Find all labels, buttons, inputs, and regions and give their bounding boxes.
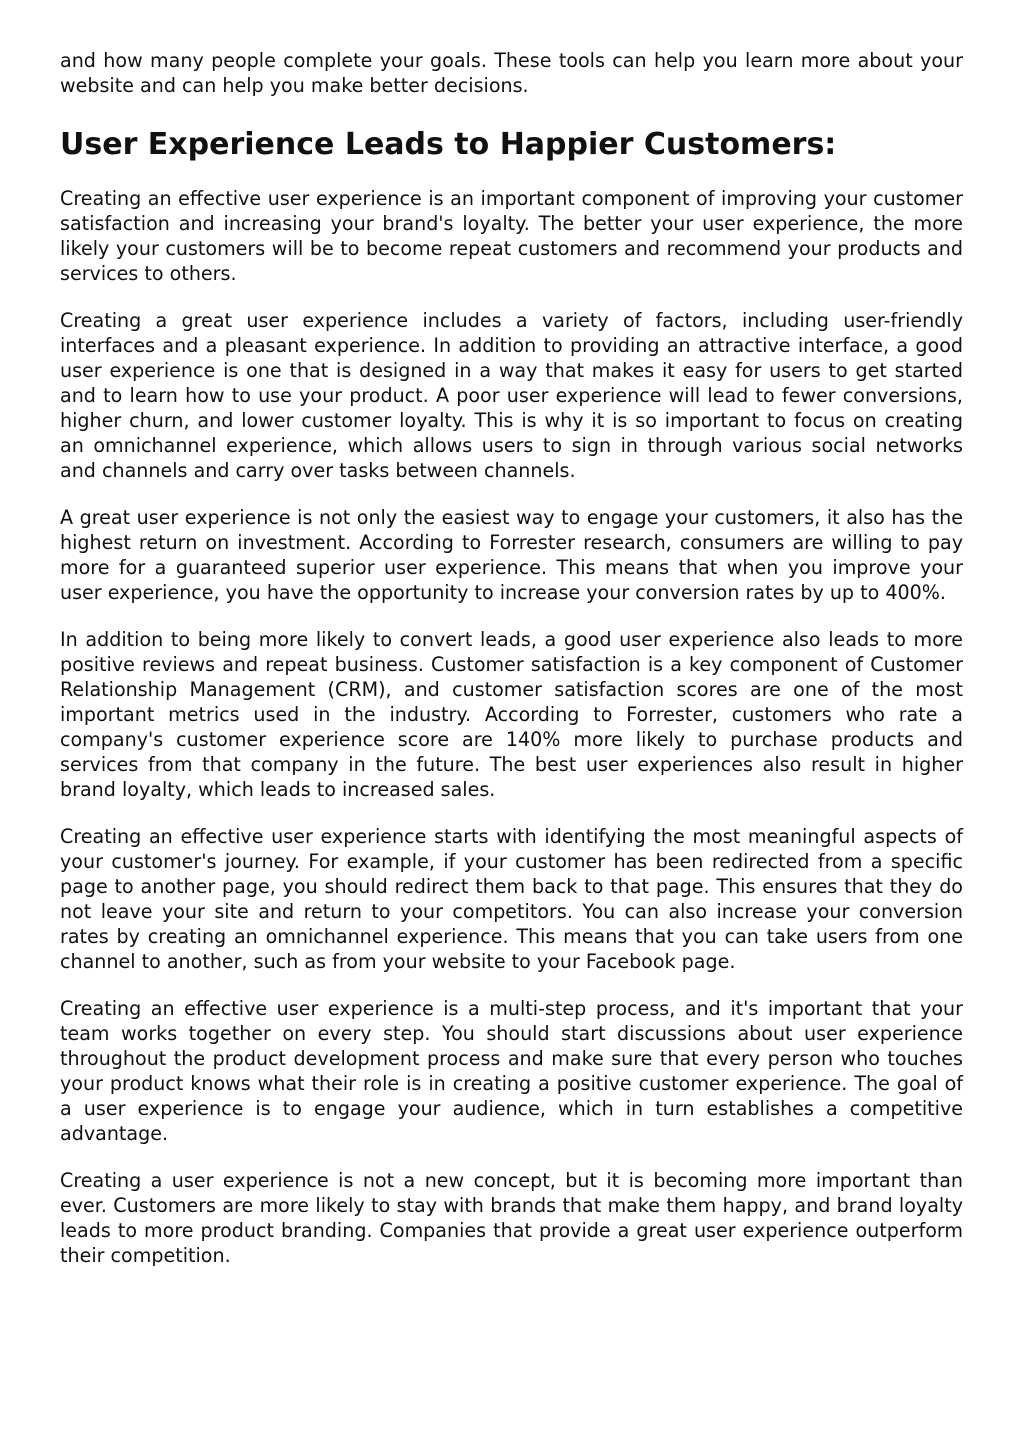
document-page <box>60 48 963 1268</box>
paragraph-1: Creating an effective user experience is an important component of improving your customer satisfaction and increasing your brand's loyalty. The better your user experience, the more likely your customers will be to become repeat customers and recommend your products and services to others. <box>60 187 963 285</box>
paragraph-4: In addition to being more likely to convert leads, a good user experience also leads to more positive reviews and repeat business. Customer satisfaction is a key component of Customer Relationship Management (CRM), and customer satisfaction scores are one of the most important metrics used in the industry. According to Forrester, customers who rate a company's customer experience score are 140% more likely to purchase products and services from that company in the future. The best user experiences also result in higher brand loyalty, which leads to increased sales. <box>60 628 963 801</box>
paragraph-6: Creating an effective user experience is a multi-step process, and it's important that your team works together on every step. You should start discussions about user experience throughout the product development process and make sure that every person who touches your product knows what their role is in creating a positive customer experience. The goal of a user experience is to engage your audience, which in turn establishes a competitive advantage. <box>60 997 963 1145</box>
intro-paragraph: and how many people complete your goals. These tools can help you learn more about your website and can help you make better decisions. <box>60 49 963 97</box>
paragraph-2: Creating a great user experience includes a variety of factors, including user-friendly interfaces and a pleasant experience. In addition to providing an attractive interface, a good user experience is one that is designed in a way that makes it easy for users to get started and to learn how to use your product. A poor user experience will lead to fewer conversions, higher churn, and lower customer loyalty. This is why it is so important to focus on creating an omnichannel experience, which allows users to sign in through various social networks and channels and carry over tasks between channels. <box>60 309 963 482</box>
section-heading: User Experience Leads to Happier Customers: <box>60 127 837 162</box>
paragraph-7: Creating a user experience is not a new concept, but it is becoming more important than ever. Customers are more likely to stay with brands that make them happy, and brand loyalty leads to more product branding. Companies that provide a great user experience outperform their competition. <box>60 1169 963 1267</box>
paragraph-3: A great user experience is not only the easiest way to engage your customers, it also has the highest return on investment. According to Forrester research, consumers are willing to pay more for a guaranteed superior user experience. This means that when you improve your user experience, you have the opportunity to increase your conversion rates by up to 400%. <box>60 506 963 604</box>
paragraph-5: Creating an effective user experience starts with identifying the most meaningful aspects of your customer's journey. For example, if your customer has been redirected from a specific page to another page, you should redirect them back to that page. This ensures that they do not leave your site and return to your competitors. You can also increase your conversion rates by creating an omnichannel experience. This means that you can take users from one channel to another, such as from your website to your Facebook page. <box>60 825 963 973</box>
